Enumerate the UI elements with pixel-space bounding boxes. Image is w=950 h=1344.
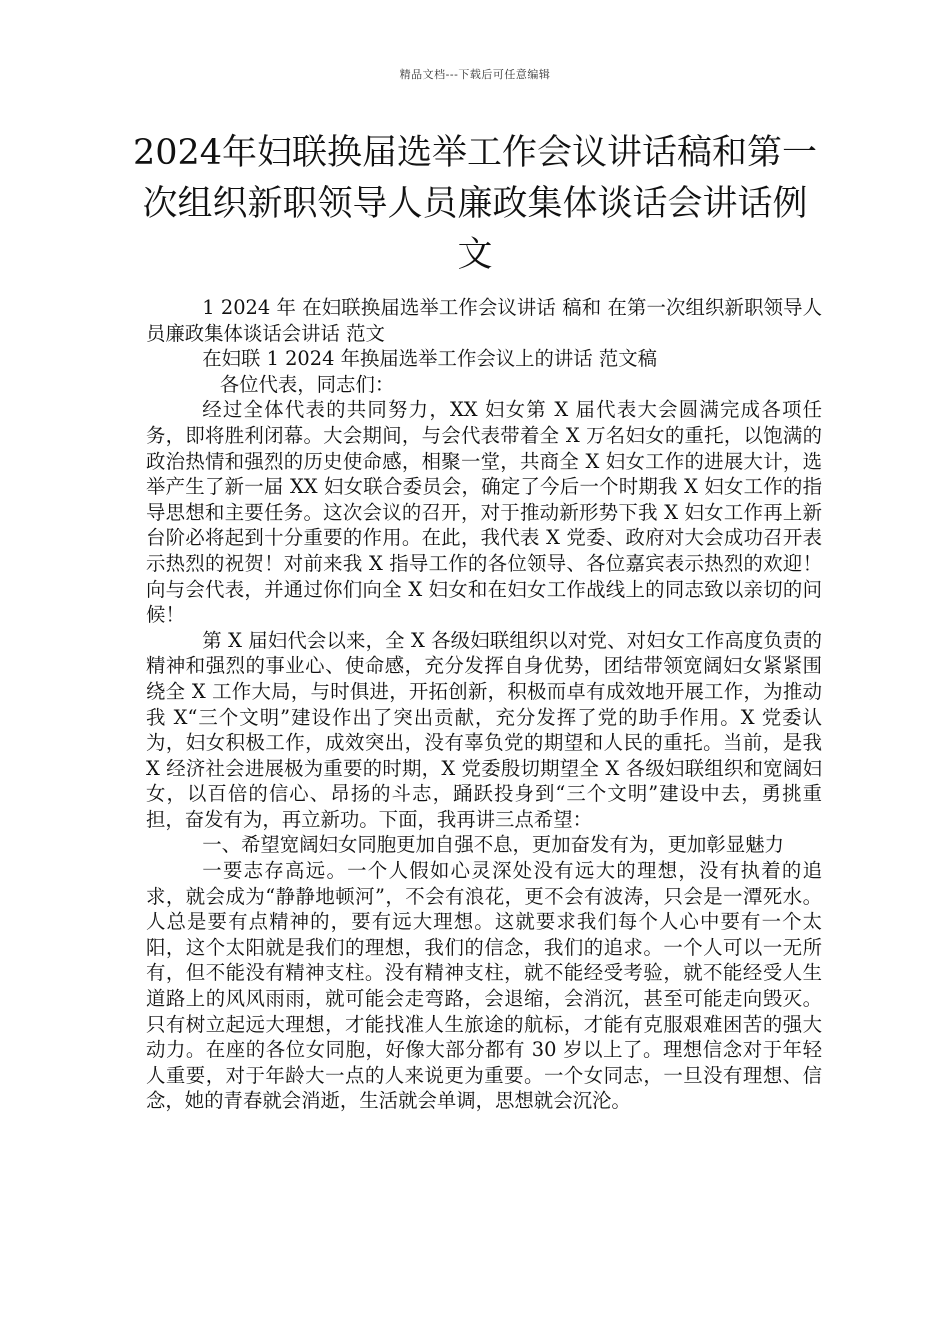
speech-subtitle: 在妇联 1 2024 年换届选举工作会议上的讲话 范文稿 bbox=[202, 347, 658, 371]
document-body bbox=[146, 295, 822, 1114]
body-paragraph: 第 X 届妇代会以来，全 X 各级妇联组织以对党、对妇女工作高度负责的精神和强烈的事业心、使命感，充分发挥自身优势，团结带领宽阔妇女紧紧围绕全 X 工作大局，与时俱进，开拓创新，积极而卓有成效地开展工作，为推动我 X“三个文明”建设作出了突出贡献，充分发挥了党的助手作用。X 党委认为，妇女积极工作，成效突出，没有辜负党的期望和人民的重托。当前，是我 X 经济社会进展极为重要的时期，X 党委殷切期望全 X 各级妇联组织和宽阔妇女，以百倍的信心、昂扬的斗志，踊跃投身到“三个文明”建设中去，勇挑重担，奋发有为，再立新功。下面，我再讲三点希望： bbox=[146, 628, 822, 831]
intro-paragraph: 1 2024 年 在妇联换届选举工作会议讲话 稿和 在第一次组织新职领导人员廉政集体谈话会讲话 范文 bbox=[146, 296, 822, 345]
body-paragraph: 一要志存高远。一个人假如心灵深处没有远大的理想，没有执着的追求，就会成为“静静地顿河”，不会有浪花，更不会有波涛，只会是一潭死水。人总是要有点精神的，要有远大理想。这就要求我们每个人心中要有一个太阳，这个太阳就是我们的理想，我们的信念，我们的追求。一个人可以一无所有，但不能没有精神支柱。没有精神支柱，就不能经受考验，就不能经受人生道路上的风风雨雨，就可能会走弯路，会退缩，会消沉，甚至可能走向毁灭。只有树立起远大理想，才能找准人生旅途的航标，才能有克服艰难困苦的强大动力。在座的各位女同胞，好像大部分都有 30 岁以上了。理想信念对于年轻人重要，对于年龄大一点的人来说更为重要。一个女同志，一旦没有理想、信念，她的青春就会消逝，生活就会单调，思想就会沉沦。 bbox=[146, 859, 822, 1113]
document-title: 2024年妇联换届选举工作会议讲话稿和第一次组织新职领导人员廉政集体谈话会讲话例文 bbox=[132, 133, 818, 275]
section-heading: 一、希望宽阔妇女同胞更加自强不息，更加奋发有为，更加彰显魅力 bbox=[202, 833, 784, 857]
salutation: 各位代表，同志们： bbox=[219, 372, 395, 396]
body-paragraph: 经过全体代表的共同努力，XX 妇女第 X 届代表大会圆满完成各项任务，即将胜利闭幕。大会期间，与会代表带着全 X 万名妇女的重托，以饱满的政治热情和强烈的历史使命感，相聚一堂，共商全 X 妇女工作的进展大计，选举产生了新一届 XX 妇女联合委员会，确定了今后一个时期我 X 妇女工作的指导思想和主要任务。这次会议的召开，对于推动新形势下我 X 妇女工作再上新台阶必将起到十分重要的作用。在此，我代表 X 党委、政府对大会成功召开表示热烈的祝贺！对前来我 X 指导工作的各位领导、各位嘉宾表示热烈的欢迎！向与会代表，并通过你们向全 X 妇女和在妇女工作战线上的同志致以亲切的问候！ bbox=[146, 398, 822, 627]
page-header-note: 精品文档---下载后可任意编辑 bbox=[399, 68, 551, 81]
